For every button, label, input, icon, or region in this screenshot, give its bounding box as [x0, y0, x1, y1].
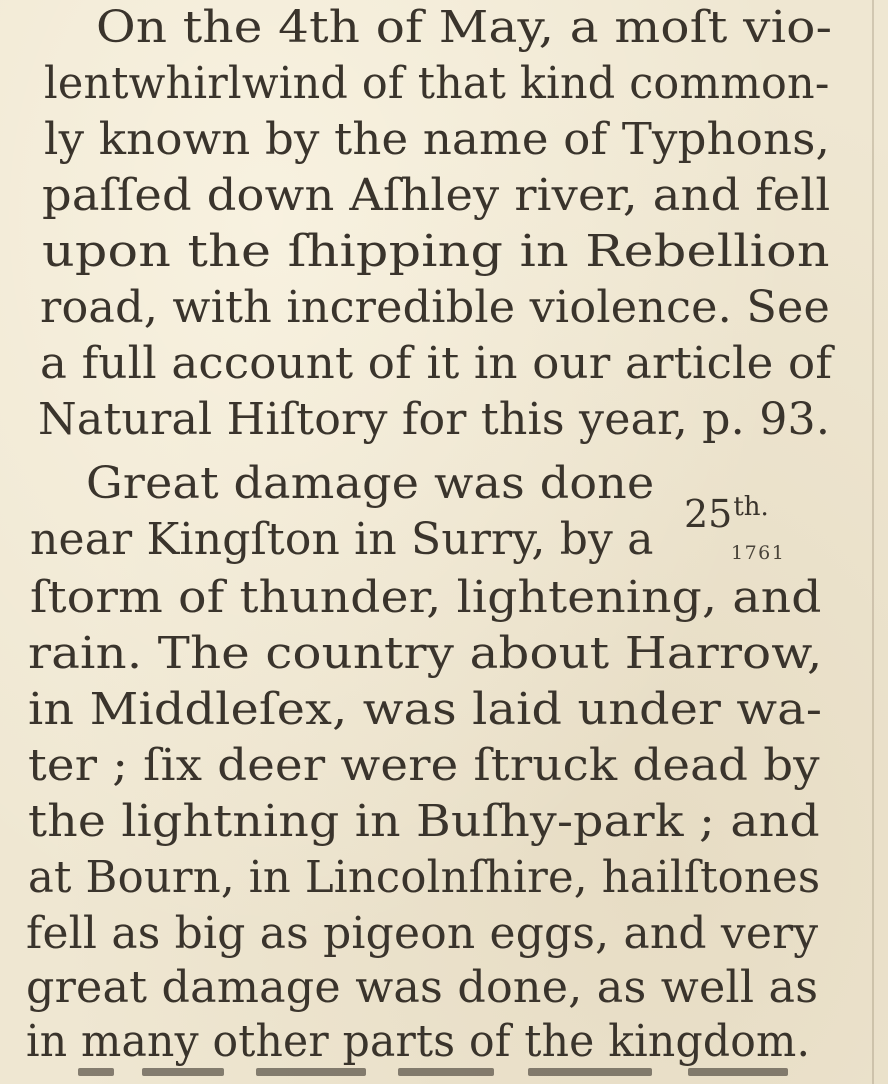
text-line-11: ſtorm of thunder, lightening, and	[30, 572, 822, 623]
text-line-5: upon the ſhipping in Rebellion	[42, 226, 830, 277]
text-line-1: On the 4th of May, a moſt vio-	[96, 2, 833, 53]
text-line-7: a full account of it in our article of	[40, 338, 833, 389]
text-line-19: in many other parts of the kingdom.	[26, 1016, 811, 1067]
text-line-6: road, with incredible violence. See	[40, 282, 831, 333]
year-label: 1761	[731, 542, 786, 564]
cropped-glyph	[688, 1068, 788, 1076]
cropped-next-line	[78, 1068, 818, 1084]
margin-date-note	[684, 492, 769, 536]
page-edge-shadow	[872, 0, 874, 1084]
text-line-16: at Bourn, in Lincolnſhire, hailſtones	[28, 852, 821, 903]
margin-date-day: 25	[684, 492, 733, 536]
text-line-12: rain. The country about Harrow,	[28, 628, 823, 679]
text-line-15: the lightning in Buſhy-park ; and	[28, 796, 820, 847]
text-line-13: in Middleſex, was laid under wa-	[28, 684, 823, 735]
text-line-14: ter ; ſix deer were ſtruck dead by	[28, 740, 820, 791]
cropped-glyph	[142, 1068, 224, 1076]
text-line-2: lentwhirlwind of that kind common-	[44, 58, 830, 109]
cropped-glyph	[78, 1068, 114, 1076]
cropped-glyph	[398, 1068, 494, 1076]
text-line-9: Great damage was done	[86, 458, 655, 509]
text-line-18: great damage was done, as well as	[26, 962, 819, 1013]
text-line-17: fell as big as pigeon eggs, and very	[26, 908, 819, 959]
cropped-glyph	[256, 1068, 366, 1076]
text-line-4: paſſed down Aſhley river, and fell	[42, 170, 831, 221]
text-line-3: ly known by the name of Typhons,	[44, 114, 831, 165]
text-line-8: Natural Hiſtory for this year, p. 93.	[38, 394, 831, 445]
text-line-10: near Kingſton in Surry, by a	[30, 514, 654, 565]
margin-date-suffix: th.	[733, 492, 769, 522]
cropped-glyph	[528, 1068, 652, 1076]
